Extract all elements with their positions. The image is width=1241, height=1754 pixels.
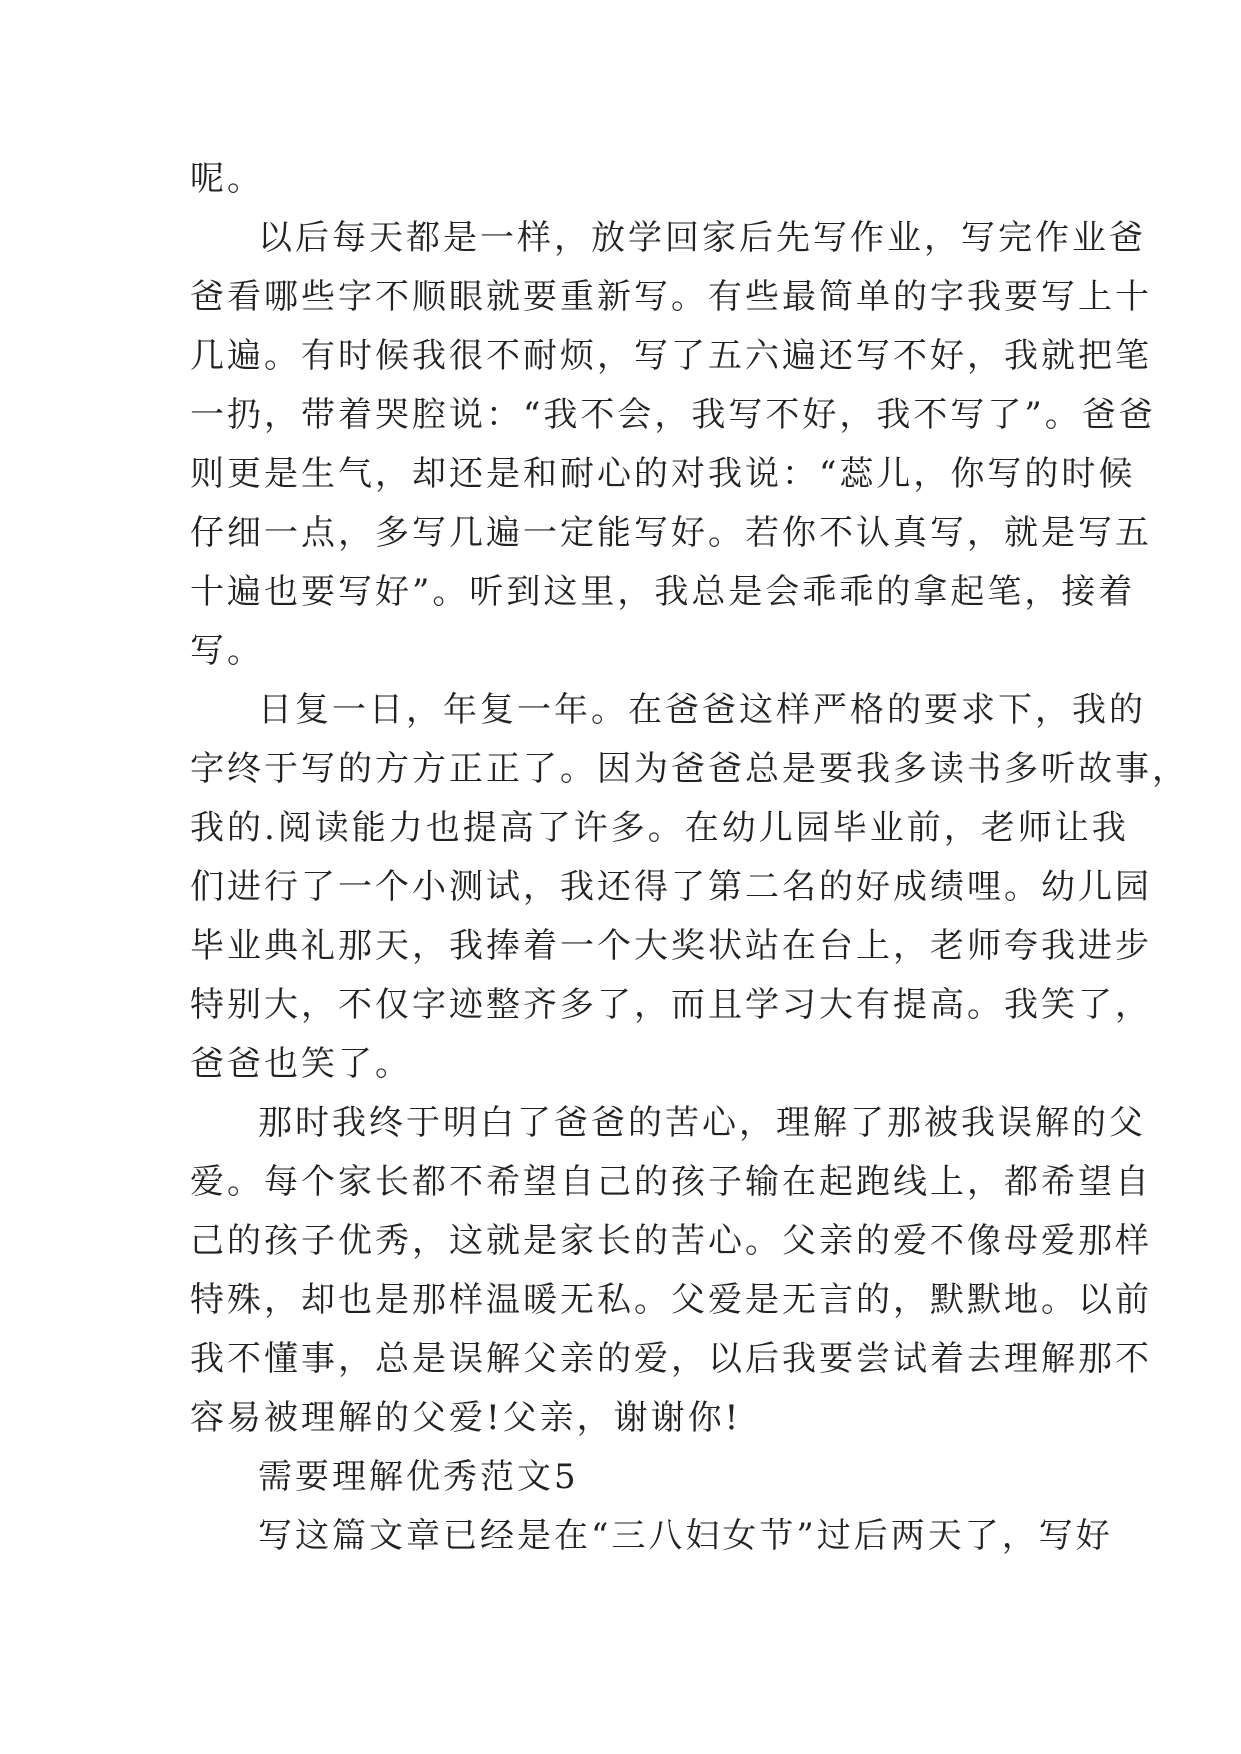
text-line: 一扔，带着哭腔说：“我不会，我写不好，我不写了”。爸爸: [190, 395, 1156, 435]
text-line: 仔细一点，多写几遍一定能写好。若你不认真写，就是写五: [190, 513, 1152, 553]
text-line: 们进行了一个小测试，我还得了第二名的好成绩哩。幼儿园: [190, 867, 1152, 907]
text-line: 特殊，却也是那样温暖无私。父爱是无言的，默默地。以前: [190, 1280, 1152, 1320]
text-line: 字终于写的方方正正了。因为爸爸总是要我多读书多听故事，: [190, 749, 1189, 789]
text-line: 我的.阅读能力也提高了许多。在幼儿园毕业前，老师让我: [190, 808, 1129, 848]
document-page: [190, 150, 1189, 1690]
text-line: 以后每天都是一样，放学回家后先写作业，写完作业爸: [258, 218, 1146, 258]
text-line: 则更是生气，却还是和耐心的对我说：“蕊儿，你写的时候: [190, 454, 1136, 494]
text-line: 己的孩子优秀，这就是家长的苦心。父亲的爱不像母爱那样: [190, 1221, 1152, 1261]
section-heading: 需要理解优秀范文5: [258, 1457, 579, 1497]
text-line: 爱。每个家长都不希望自己的孩子输在起跑线上，都希望自: [190, 1162, 1152, 1202]
text-line: 那时我终于明白了爸爸的苦心，理解了那被我误解的父: [258, 1103, 1146, 1143]
text-line: 爸看哪些字不顺眼就要重新写。有些最简单的字我要写上十: [190, 277, 1152, 317]
text-line: 写。: [190, 631, 264, 671]
text-line: 几遍。有时候我很不耐烦，写了五六遍还写不好，我就把笔: [190, 336, 1152, 376]
text-line: 容易被理解的父爱!父亲，谢谢你!: [190, 1398, 742, 1438]
text-line: 爸爸也笑了。: [190, 1044, 412, 1084]
text-line: 我不懂事，总是误解父亲的爱，以后我要尝试着去理解那不: [190, 1339, 1152, 1379]
text-line: 毕业典礼那天，我捧着一个大奖状站在台上，老师夸我进步: [190, 926, 1152, 966]
text-line: 特别大，不仅字迹整齐多了，而且学习大有提高。我笑了，: [190, 985, 1152, 1025]
text-line: 呢。: [190, 159, 264, 199]
text-line: 十遍也要写好”。听到这里，我总是会乖乖的拿起笔，接着: [190, 572, 1136, 612]
text-line: 日复一日，年复一年。在爸爸这样严格的要求下，我的: [258, 690, 1146, 730]
text-line: 写这篇文章已经是在“三八妇女节”过后两天了，写好: [258, 1516, 1113, 1556]
